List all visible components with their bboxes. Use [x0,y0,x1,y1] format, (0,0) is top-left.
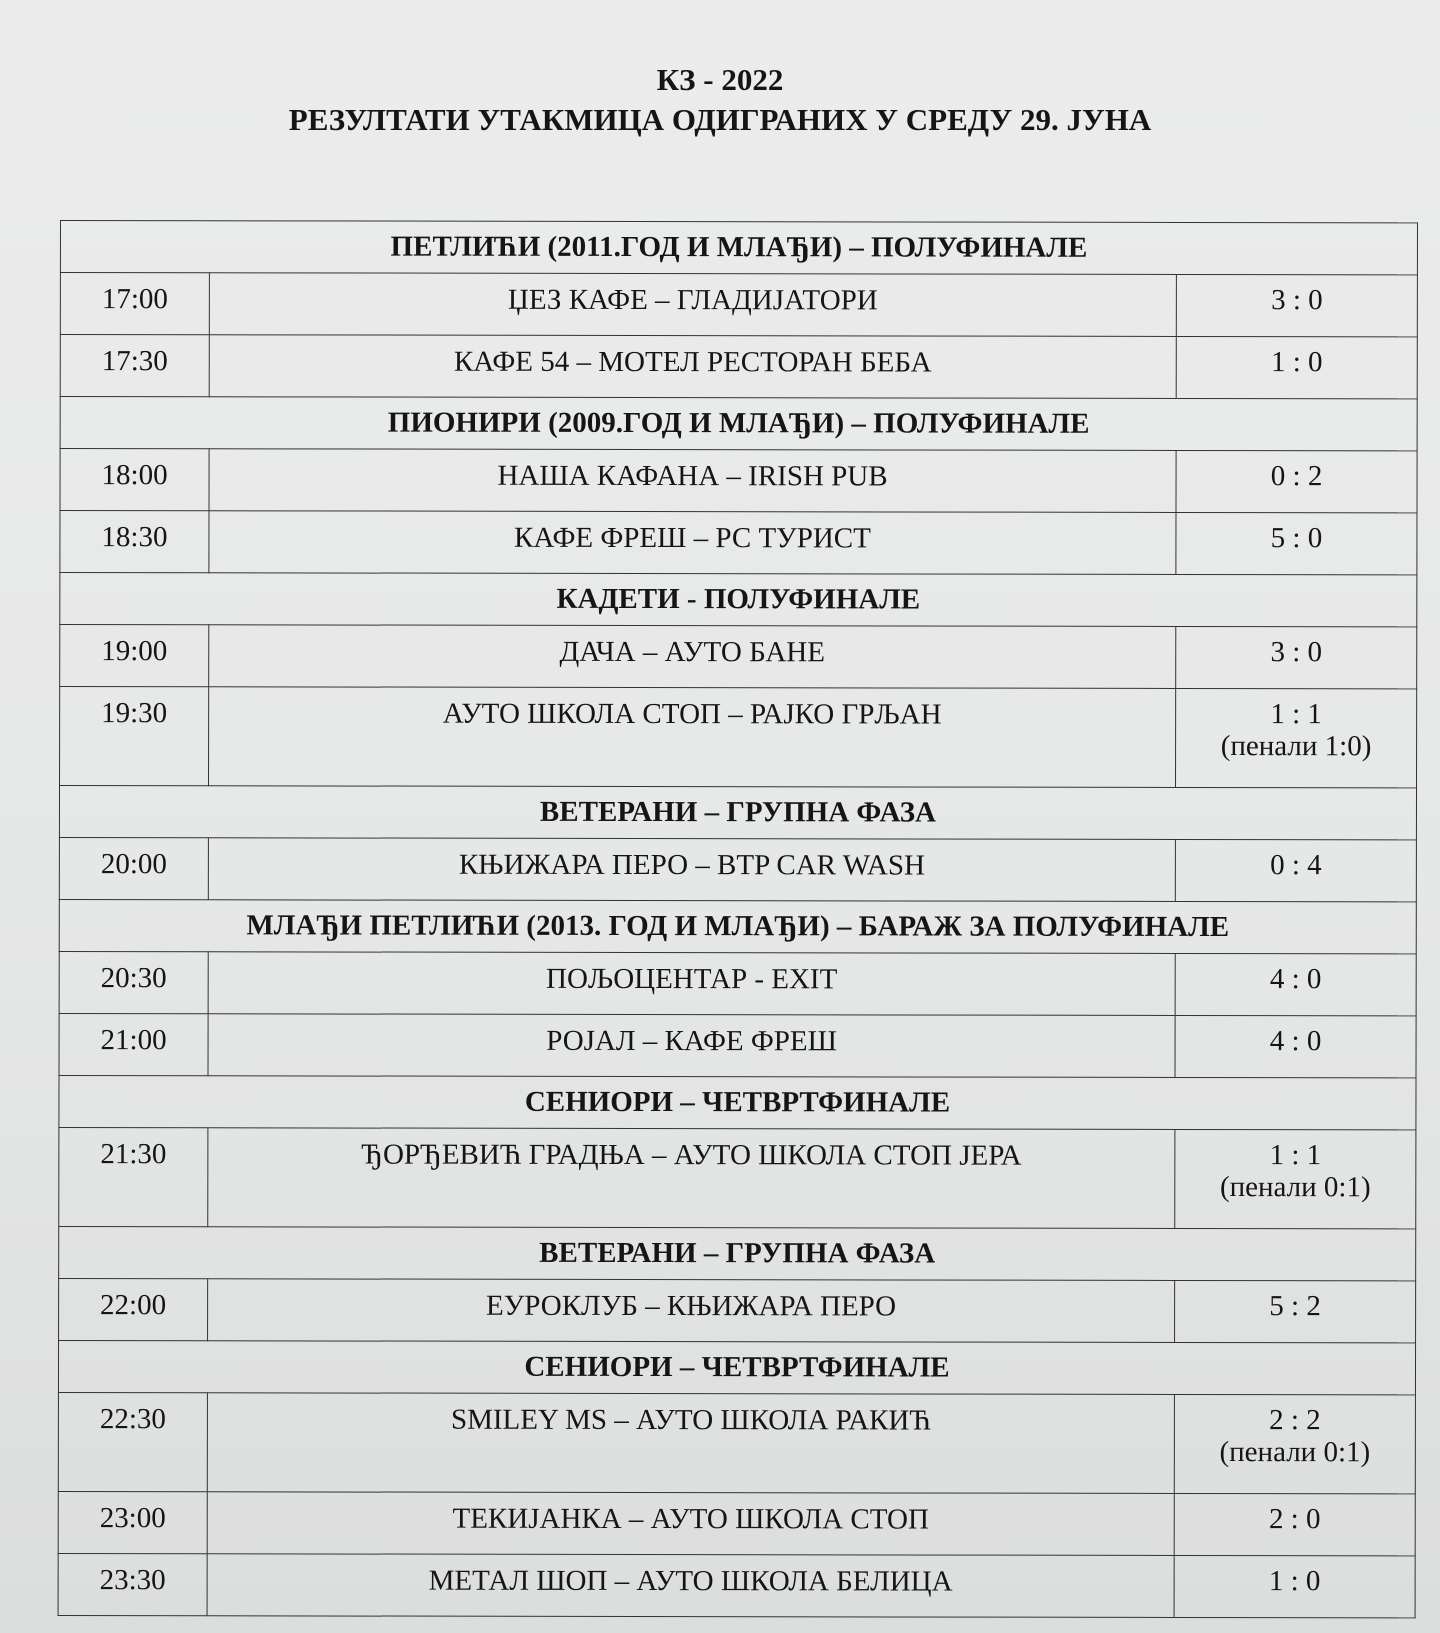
match-score: 3 : 0 [1270,636,1323,669]
match-score: 2 : 2 [1269,1404,1321,1437]
match-row [59,1278,1416,1342]
match-teams-cell [209,273,1176,337]
match-time: 22:30 [99,1403,166,1436]
match-teams-cell [208,1128,1175,1229]
match-score-cell [1174,1394,1415,1493]
match-score-cell [1176,688,1417,787]
match-time-cell [59,837,208,899]
match-time: 18:30 [101,521,168,554]
match-time: 20:00 [100,848,167,881]
match-teams: КАФЕ ФРЕШ – РС ТУРИСТ [514,521,871,555]
match-time-cell [60,335,209,397]
section-heading: СЕНИОРИ – ЧЕТВРТФИНАЛЕ [59,1075,1416,1129]
section-heading: ПЕТЛИЋИ (2011.ГОД И МЛАЂИ) – ПОЛУФИНАЛЕ [60,221,1417,275]
match-time-cell [60,273,209,335]
match-time: 17:00 [101,283,168,316]
match-score: 1 : 1 [1269,1139,1322,1172]
match-score: 1 : 0 [1268,1565,1321,1598]
section-row [59,1226,1416,1280]
match-time-cell [58,1491,207,1553]
match-teams-cell [208,952,1175,1016]
document-title: КЗ - 2022 [656,62,784,97]
section-row [58,1340,1415,1394]
match-time: 19:00 [101,635,168,668]
match-time: 21:30 [100,1138,167,1171]
match-time: 23:30 [99,1564,166,1597]
match-teams-cell [208,1279,1175,1343]
match-score: 4 : 0 [1269,963,1322,996]
match-teams: АУТО ШКОЛА СТОП – РАЈКО ГРЉАН [442,697,942,731]
match-row [60,625,1417,689]
match-teams: МЕТАЛ ШОП – АУТО ШКОЛА БЕЛИЦА [428,1564,953,1598]
match-row [59,1013,1416,1077]
match-score-cell [1175,953,1416,1015]
match-teams: КЊИЖАРА ПЕРО – BTP CAR WASH [458,848,925,882]
match-teams: РОЈАЛ – КАФЕ ФРЕШ [546,1024,837,1058]
section-heading: МЛАЂИ ПЕТЛИЋИ (2013. ГОД И МЛАЂИ) – БАРАЖ ЗА ПОЛУФИНАЛЕ [59,899,1416,953]
match-teams: ЕУРОКЛУБ – КЊИЖАРА ПЕРО [486,1289,897,1323]
match-teams: SMILEY MS – АУТО ШКОЛА РАКИЋ [450,1403,931,1437]
match-row [60,449,1417,513]
match-time-cell [59,951,208,1013]
match-score-cell [1174,1493,1415,1555]
match-penalty: (пенали 0:1) [1219,1171,1371,1204]
match-row [60,335,1417,399]
match-score-cell [1175,1280,1416,1342]
match-row [59,1127,1416,1228]
match-score: 3 : 0 [1271,284,1323,317]
match-penalty: (пенали 1:0) [1220,730,1372,763]
match-teams-cell [209,625,1176,689]
match-time: 19:30 [101,697,168,730]
match-teams-cell [209,687,1176,788]
match-score-cell [1176,512,1417,574]
match-row [58,1491,1415,1555]
section-heading: КАДЕТИ - ПОЛУФИНАЛЕ [60,573,1417,627]
match-time: 21:00 [100,1024,167,1057]
match-teams-cell [209,511,1176,575]
match-row [60,273,1417,337]
section-heading: СЕНИОРИ – ЧЕТВРТФИНАЛЕ [58,1340,1415,1394]
match-time: 18:00 [101,459,168,492]
section-row [60,573,1417,627]
match-teams: ДАЧА – АУТО БАНЕ [559,635,825,669]
match-score-cell [1175,1129,1416,1228]
match-teams-cell [207,1554,1174,1618]
match-time-cell [58,1392,207,1491]
match-teams: КАФЕ 54 – МОТЕЛ РЕСТОРАН БЕБА [453,345,932,379]
match-time: 23:00 [99,1502,166,1535]
match-score-cell [1176,450,1417,512]
match-score: 1 : 0 [1270,346,1323,379]
match-score-cell [1175,1015,1416,1077]
match-score-cell [1176,336,1417,398]
section-row [60,221,1417,275]
match-score-cell [1174,1555,1415,1617]
match-time-cell [60,625,209,687]
match-score-cell [1176,626,1417,688]
match-score: 2 : 0 [1268,1503,1321,1536]
match-score: 1 : 1 [1270,698,1322,731]
section-heading: ПИОНИРИ (2009.ГОД И МЛАЂИ) – ПОЛУФИНАЛЕ [60,397,1417,451]
match-penalty: (пенали 0:1) [1219,1436,1371,1469]
section-heading: ВЕТЕРАНИ – ГРУПНА ФАЗА [59,786,1416,840]
match-time: 20:30 [100,962,167,995]
match-teams: ТЕКИЈАНКА – АУТО ШКОЛА СТОП [452,1502,929,1536]
match-time: 17:30 [101,345,168,378]
match-teams: ЂОРЂЕВИЋ ГРАДЊА – АУТО ШКОЛА СТОП ЈЕРА [361,1138,1022,1172]
match-score: 5 : 0 [1270,522,1323,555]
match-teams: ЏЕЗ КАФЕ – ГЛАДИЈАТОРИ [507,283,878,317]
match-score-cell [1176,274,1417,336]
match-teams-cell [207,1492,1174,1556]
match-time-cell [60,687,209,786]
match-teams-cell [207,1393,1174,1494]
match-time-cell [60,449,209,511]
section-row [59,786,1416,840]
match-row [58,1553,1415,1617]
results-table [58,220,1418,1618]
match-teams-cell [208,838,1175,902]
match-score: 4 : 0 [1269,1025,1322,1058]
match-score: 0 : 2 [1270,460,1323,493]
match-time-cell [60,511,209,573]
section-heading: ВЕТЕРАНИ – ГРУПНА ФАЗА [59,1226,1416,1280]
match-teams: ПОЉОЦЕНТАР - EXIT [546,962,838,996]
match-time-cell [58,1553,207,1615]
match-score: 0 : 4 [1270,849,1322,882]
match-time-cell [59,1278,208,1340]
match-row [60,687,1417,788]
results-table-body [58,221,1417,1618]
document-subtitle: РЕЗУЛТАТИ УТАКМИЦА ОДИГРАНИХ У СРЕДУ 29. ЈУНА [288,102,1152,137]
match-teams-cell [208,1014,1175,1078]
section-row [59,899,1416,953]
match-score-cell [1175,839,1416,901]
match-time-cell [59,1013,208,1075]
section-row [60,397,1417,451]
match-row [60,511,1417,575]
match-teams: НАША КАФАНА – IRISH PUB [497,459,888,493]
match-time-cell [59,1127,208,1226]
match-row [58,1392,1415,1493]
match-time: 22:00 [100,1289,167,1322]
section-row [59,1075,1416,1129]
match-teams-cell [209,335,1176,399]
match-row [59,951,1416,1015]
match-row [59,837,1416,901]
document-header [0,60,1440,140]
match-teams-cell [209,449,1176,513]
match-score: 5 : 2 [1269,1290,1321,1323]
